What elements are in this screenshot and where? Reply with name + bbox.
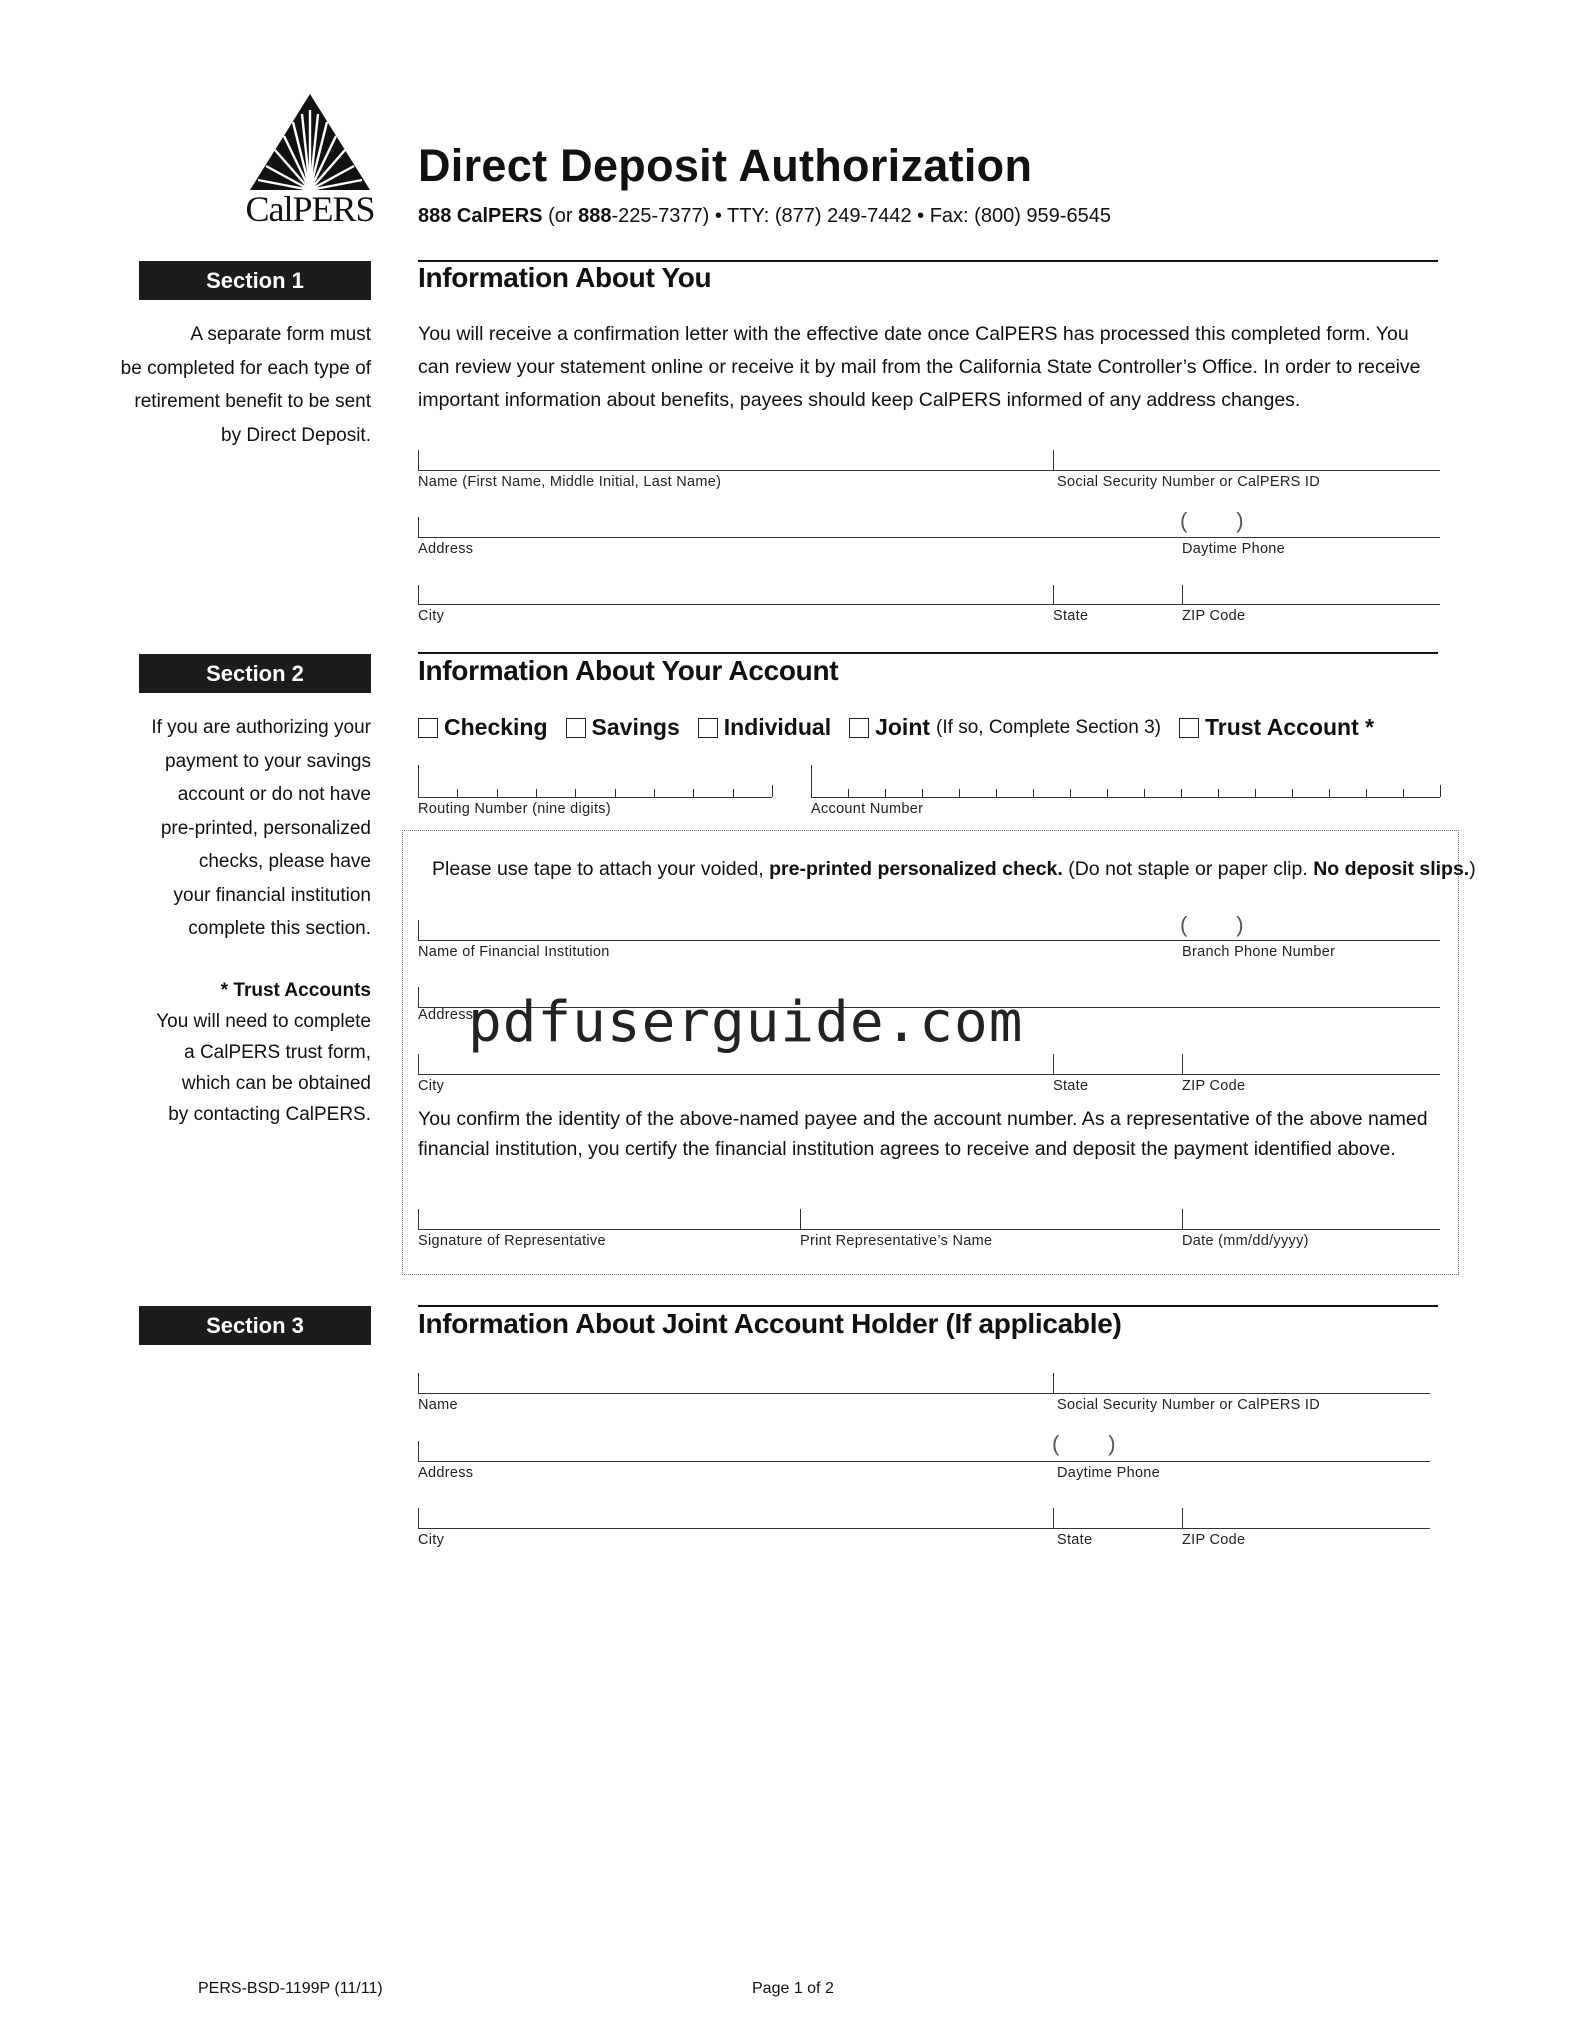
section-2-title: Information About Your Account [418,655,839,686]
print-name-label: Print Representative’s Name [800,1233,993,1249]
digit-tick [1255,789,1256,797]
page-number: Page 1 of 2 [752,1980,834,1997]
digit-tick [1181,789,1182,797]
date-label: Date (mm/dd/yyyy) [1182,1233,1309,1249]
branch-phone-label: Branch Phone Number [1182,944,1336,960]
section-1-paragraph: You will receive a confirmation letter with the effective date once CalPERS has processed this completed form. You can review your statement online or receive it by mail from the California State Controller’s Office. In order to receive important information about benefits, payees should keep CalPERS informed of any address changes. [418,323,1421,411]
digit-tick [959,789,960,797]
joint-state-label: State [1057,1532,1093,1548]
digit-tick [536,789,537,797]
city-field[interactable] [418,604,1440,605]
institution-state-label: State [1053,1078,1089,1094]
section-3-rule [418,1305,1438,1307]
digit-tick [615,789,616,797]
digit-tick [575,789,576,797]
account-label: Account Number [811,801,924,817]
name-field[interactable] [418,470,1440,471]
phone-paren: ( ) [1180,508,1244,533]
joint-city-label: City [418,1532,445,1548]
section-1-side-note: A separate form must be completed for each type of retirement benefit to be sent by Direct Deposit. [120,324,371,446]
institution-name-label: Name of Financial Institution [418,944,610,960]
signature-label: Signature of Representative [418,1233,606,1249]
digit-tick [457,789,458,797]
city-label: City [418,608,445,624]
routing-number-field[interactable] [418,797,772,798]
state-label: State [1053,608,1089,624]
digit-tick [772,785,773,797]
checkbox-individual[interactable]: Individual [698,714,831,741]
digit-tick [848,789,849,797]
check-attach-note: Please use tape to attach your voided, pre-printed personalized check. (Do not staple or paper clip. No deposit slips.) [432,858,1476,880]
checkbox-checking[interactable]: Checking [418,714,548,741]
logo-text: CalPERS [245,189,375,229]
joint-address-field[interactable] [418,1461,1430,1462]
digit-tick [1403,789,1404,797]
section-2-badge: Section 2 [139,654,371,693]
certify-paragraph: You confirm the identity of the above-named payee and the account number. As a representative of the above named financial institution, you certify the financial institution agrees to receive and deposit the payment identified above. [418,1108,1428,1160]
institution-address-label: Address [418,1007,474,1023]
ssn-label: Social Security Number or CalPERS ID [1057,474,1321,490]
section-3-title: Information About Joint Account Holder (If applicable) [418,1308,1122,1339]
digit-tick [654,789,655,797]
trust-note: * Trust Accounts You will need to complete a CalPERS trust form, which can be obtained by contacting CalPERS. [156,980,371,1125]
section-2-rule [418,652,1438,654]
joint-city-field[interactable] [418,1528,1430,1529]
digit-tick [1366,789,1367,797]
institution-city-field[interactable] [418,1074,1440,1075]
institution-name-field[interactable] [418,940,1440,941]
page-title: Direct Deposit Authorization [418,140,1033,191]
address-field[interactable] [418,537,1440,538]
joint-phone-paren: ( ) [1052,1431,1116,1456]
section-1-badge: Section 1 [139,261,371,300]
checkbox-joint[interactable]: Joint (If so, Complete Section 3) [849,714,1161,741]
digit-tick [1107,789,1108,797]
institution-zip-label: ZIP Code [1182,1078,1246,1094]
digit-tick [885,789,886,797]
digit-tick [1144,789,1145,797]
digit-tick [1033,789,1034,797]
digit-tick [1329,789,1330,797]
joint-zip-label: ZIP Code [1182,1532,1246,1548]
account-number-field[interactable] [811,797,1440,798]
digit-tick [922,789,923,797]
digit-tick [693,789,694,797]
address-label: Address [418,541,474,557]
signature-field[interactable] [418,1229,1440,1230]
digit-tick [996,789,997,797]
account-type-checkboxes [418,714,1392,741]
digit-tick [1292,789,1293,797]
phone-label: Daytime Phone [1182,541,1286,557]
joint-phone-label: Daytime Phone [1057,1465,1161,1481]
digit-tick [1218,789,1219,797]
name-label: Name (First Name, Middle Initial, Last Name) [418,474,722,490]
routing-label: Routing Number (nine digits) [418,801,611,817]
contact-line: 888 CalPERS (or 888-225-7377) • TTY: (877) 249-7442 • Fax: (800) 959-6545 [418,205,1111,227]
joint-address-label: Address [418,1465,474,1481]
checkbox-trust-account[interactable]: Trust Account * [1179,714,1374,741]
branch-phone-paren: ( ) [1180,912,1244,937]
joint-ssn-label: Social Security Number or CalPERS ID [1057,1397,1321,1413]
digit-tick [733,789,734,797]
watermark: pdfuserguide.com [468,990,1024,1055]
digit-tick [1070,789,1071,797]
section-1-title: Information About You [418,262,712,293]
joint-name-label: Name [418,1397,458,1413]
zip-label: ZIP Code [1182,608,1246,624]
institution-city-label: City [418,1078,445,1094]
digit-tick [1440,785,1441,797]
section-3-badge: Section 3 [139,1306,371,1345]
checkbox-savings[interactable]: Savings [566,714,680,741]
section-2-side-note: If you are authorizing your payment to your savings account or do not have pre-printed, personalized checks, please have your financial institution complete this section. [151,717,371,939]
joint-name-field[interactable] [418,1393,1430,1394]
digit-tick [497,789,498,797]
form-id: PERS-BSD-1199P (11/11) [198,1980,383,1997]
